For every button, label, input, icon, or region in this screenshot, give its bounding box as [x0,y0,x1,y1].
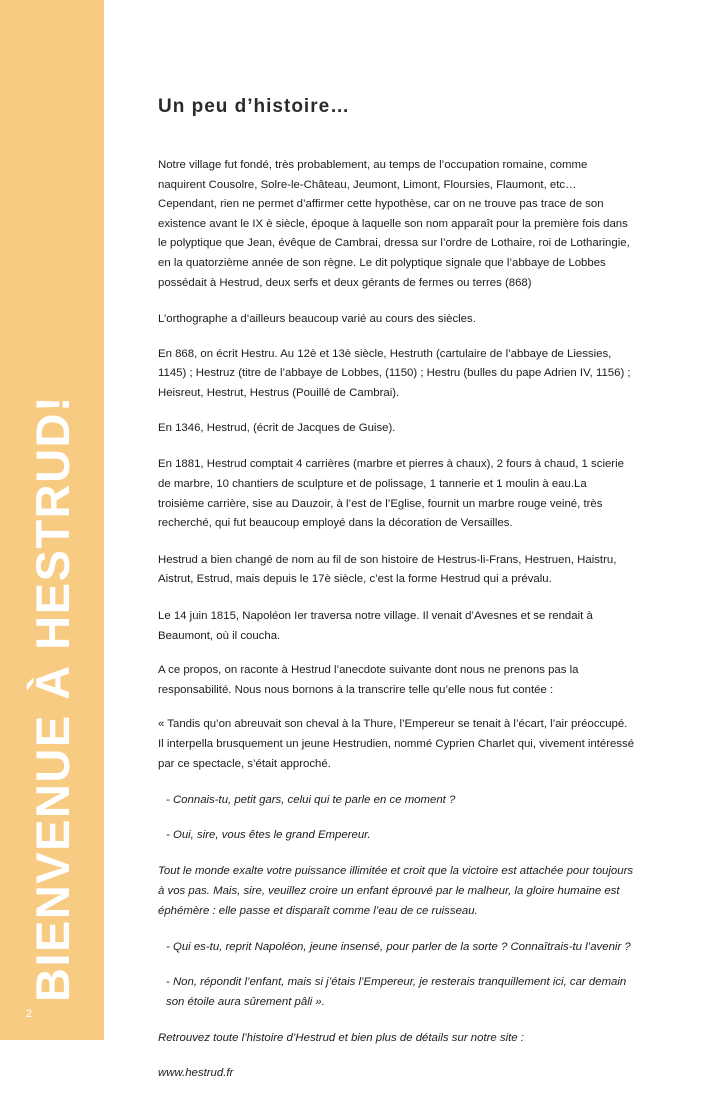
page-title: Un peu d’histoire… [158,96,351,117]
sidebar [0,0,104,1040]
paragraph-1346: En 1346, Hestrud, (écrit de Jacques de Guise). [158,421,396,434]
paragraph-origin-village: Notre village fut fondé, très probablement, au temps de l’occupation romaine, comme naquirent Cousolre, Solre-le-Château, Jeumont, Limont, Floursies, Flaumont, etc… Cependant, rien ne permet d’affirmer cette hypothèse, car on ne trouve pas trace de son existence avant le IX è siècle, époque à laquelle son nom apparaît pour la première fois dans le polyptique que Jean, évêque de Cambrai, dressa sur l’ordre de Lothaire, roi de Lotharingie, en la quatorzième année de son règne. Le dit polyptique signale que l’abbaye de Lobbes possédait à Hestrud, deux serfs et deux gérants de fermes ou terres (868) [158,159,630,289]
dialogue-line-1: - Connais-tu, petit gars, celui qui te parle en ce moment ? [166,794,456,807]
paragraph-napoleon-passage: Le 14 juin 1815, Napoléon Ier traversa notre village. Il venait d’Avesnes et se rendait à Beaumont, où il coucha. [158,609,593,642]
paragraph-orthographe-variants: En 868, on écrit Hestru. Au 12è et 13è siècle, Hestruth (cartulaire de l’abbaye de Liessies, 1145) ; Hestruz (titre de l’abbaye de Lobbes, (1150) ; Hestru (bulles du pape Adrien IV, 1156) ; Heisreut, Hestrut, Hestrus (Pouillé de Cambrai). [158,347,631,400]
paragraph-anecdote-intro: A ce propos, on raconte à Hestrud l’anecdote suivante dont nous ne prenons pas la responsabilité. Nous nous bornons à la transcrire telle qu’elle nous fut contée : [158,664,579,696]
page-number: 2 [26,1008,33,1020]
document-content [158,96,636,1100]
paragraph-anecdote-body: « Tandis qu’on abreuvait son cheval à la Thure, l’Empereur se tenait à l’écart, l’air préoccupé. Il interpella brusquement un jeune Hestrudien, nommé Cyprien Charlet qui, vivement intéressé par ce spectacle, s’était approché. [158,718,635,770]
dialogue-line-3: - Qui es-tu, reprit Napoléon, jeune insensé, pour parler de la sorte ? Connaîtrais-tu l’avenir ? [166,941,631,954]
paragraph-orthographe-intro: L’orthographe a d’ailleurs beaucoup varié au cours des siècles. [158,313,476,326]
dialogue-line-4: - Non, répondit l’enfant, mais si j’étais l’Empereur, je resterais tranquillement ici, car demain son étoile aura sûrement pâli ». [166,975,627,1008]
dialogue-line-2: - Oui, sire, vous êtes le grand Empereur. [166,828,371,841]
website-url[interactable]: www.hestrud.fr [158,1066,234,1079]
paragraph-noms-historiques: Hestrud a bien changé de nom au fil de son histoire de Hestrus-li-Frans, Hestruen, Haistru, Aistrut, Estrud, mais depuis le 17è siècle, c’est la forme Hestrud qui a prévalu. [158,553,617,586]
paragraph-1881-carrieres: En 1881, Hestrud comptait 4 carrières (marbre et pierres à chaux), 2 fours à chaud, 1 scierie de marbre, 10 chantiers de sculpture et de polissage, 1 tannerie et 1 moulin à eau.La troisième carrière, sise au Dauzoir, à l’est de l’Eglise, fournit un marbre rouge veiné, très recherché, qui fut beaucoup employé dans la décoration de Versailles. [158,458,624,530]
sidebar-vertical-title: BIENVENUE À HESTRUD! [25,394,79,1002]
paragraph-gloire-humaine: Tout le monde exalte votre puissance illimitée et croit que la victoire est attachée pour toujours à vos pas. Mais, sire, veuillez croire un enfant éprouvé par le malheur, la gloire humaine est éphémère : elle passe et disparaît comme l’eau de ce ruisseau. [158,865,634,917]
paragraph-website-intro: Retrouvez toute l’histoire d’Hestrud et bien plus de détails sur notre site : [158,1032,524,1045]
